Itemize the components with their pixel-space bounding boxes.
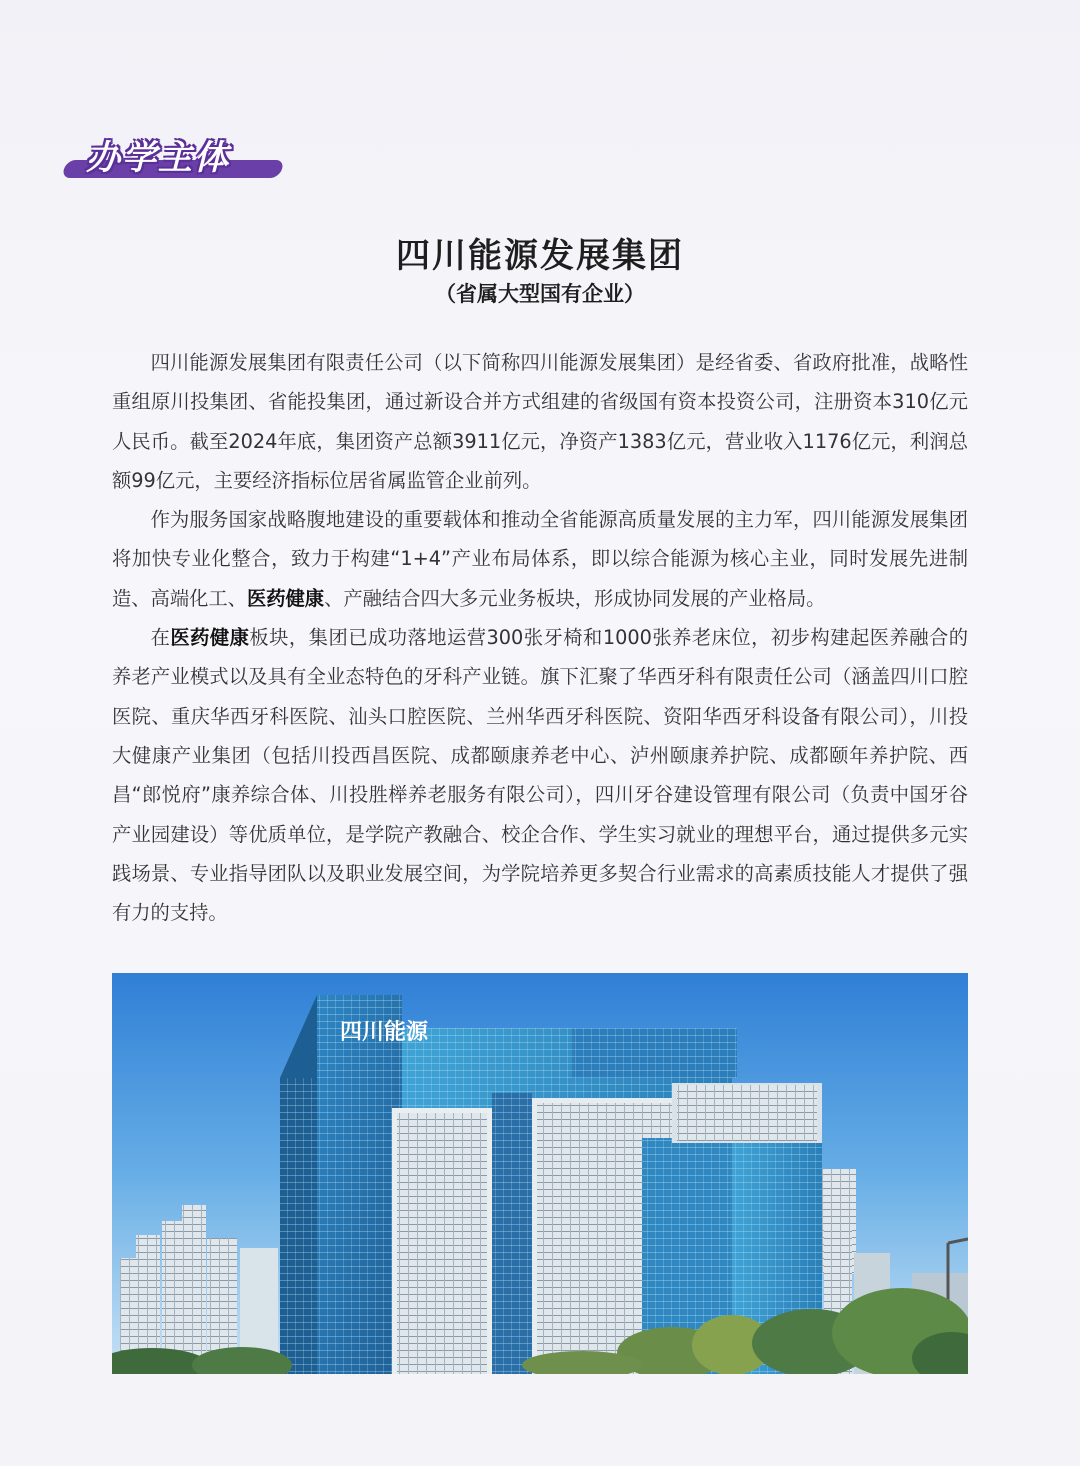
paragraph-text: 四川能源发展集团有限责任公司（以下简称四川能源发展集团）是经省委、省政府批准，战略性重组原川投集团、省能投集团，通过新设合并方式组建的省级国有资本投资公司，注册资本310亿元人民币。截至2024年底，集团资产总额3911亿元，净资产1383亿元，营业收入1176亿元，利润总额99亿元，主要经济指标位居省属监管企业前列。	[112, 351, 968, 492]
paragraph-text: 作为服务国家战略腹地建设的重要载体和推动全省能源高质量发展的主力军，四川能源发展集团将加快专业化整合，致力于构建“1+4”产业布局体系，即以综合能源为核心主业，同时发展先进制造、高端化工、	[112, 508, 968, 610]
body-paragraph	[112, 500, 968, 618]
paragraph-text: 、产融结合四大多元业务板块，形成协同发展的产业格局。	[324, 586, 826, 610]
building-photo	[112, 973, 968, 1374]
page-title: 四川能源发展集团	[396, 236, 684, 276]
body-paragraph	[112, 343, 968, 500]
emphasis-text: 医药健康	[170, 626, 250, 650]
emphasis-text: 医药健康	[246, 586, 325, 610]
section-tag	[62, 124, 284, 184]
section-tag-label: 办学主体	[86, 138, 230, 178]
body-text	[112, 343, 968, 932]
body-paragraph	[112, 618, 968, 932]
paragraph-text: 在	[150, 626, 171, 650]
page-subtitle: （省属大型国有企业）	[435, 282, 645, 306]
paragraph-text: 板块，集团已成功落地运营300张牙椅和1000张养老床位，初步构建起医养融合的养老产业模式以及具有全业态特色的牙科产业链。旗下汇聚了华西牙科有限责任公司（涵盖四川口腔医院、重庆华西牙科医院、汕头口腔医院、兰州华西牙科医院、资阳华西牙科设备有限公司），川投大健康产业集团（包括川投西昌医院、成都颐康养老中心、泸州颐康养护院、成都颐年养护院、西昌“郎悦府”康养综合体、川投胜榉养老服务有限公司），四川牙谷建设管理有限公司（负责中国牙谷产业园建设）等优质单位，是学院产教融合、校企合作、学生实习就业的理想平台，通过提供多元实践场景、专业指导团队以及职业发展空间，为学院培养更多契合行业需求的高素质技能人才提供了强有力的支持。	[112, 626, 969, 925]
building-sign: 四川能源	[340, 1020, 429, 1045]
